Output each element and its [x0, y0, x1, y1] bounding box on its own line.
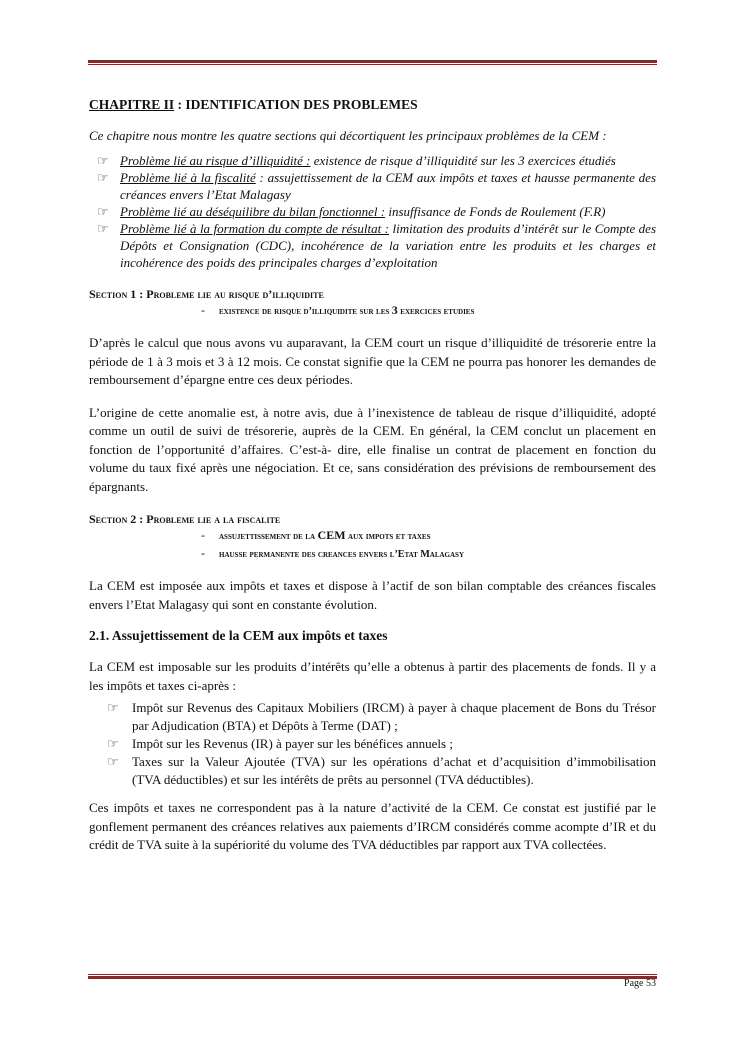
pointing-hand-icon: ☞: [97, 170, 109, 185]
problem-list: [89, 152, 656, 271]
pointing-hand-icon: ☞: [107, 736, 119, 751]
tax-list: [89, 699, 656, 789]
list-item: ☞ Problème lié à la formation du compte de résultat : limitation des produits d’intérêt sur le Compte des Dépôts et Consignation (CDC), incohérence de la variation entre les produits et les charges et incohérence des poids des principales charges d’exploitation: [97, 221, 657, 270]
section-1-subheading: - existence de risque d’illiquidite sur les 3 exercices etudies: [201, 303, 475, 317]
section-2-subheading-1: - assujettissement de la CEM aux impots et taxes: [201, 528, 431, 542]
list-item: ☞ Problème lié au déséquilibre du bilan fonctionnel : insuffisance de Fonds de Roulement (F.R): [97, 204, 606, 219]
pointing-hand-icon: ☞: [97, 221, 109, 236]
section-1-heading: Section 1 : Probleme lie au risque d’illiquidite: [89, 287, 324, 301]
page-number: Page 53: [624, 978, 656, 989]
subsection-heading: 2.1. Assujettissement de la CEM aux impôts et taxes: [89, 628, 388, 643]
paragraph: La CEM est imposable sur les produits d’intérêts qu’elle a obtenus à partir des placements de fonds. Il y a les impôts et taxes ci-après :: [89, 659, 656, 693]
pointing-hand-icon: ☞: [107, 700, 119, 715]
list-item: ☞ Impôt sur Revenus des Capitaux Mobiliers (IRCM) à payer à chaque placement de Bons du Trésor par Adjudication (BTA) et Dépôts à Terme (DAT) ;: [107, 700, 656, 733]
paragraph: D’après le calcul que nous avons vu auparavant, la CEM court un risque d’illiquidité de trésorerie entre la période de 1 à 3 mois et 3 à 12 mois. Ce constat signifie que la CEM ne pourra pas honorer les demandes de remboursement d’épargne entre ces deux périodes.: [89, 335, 656, 387]
page-content: [89, 97, 656, 855]
paragraph: L’origine de cette anomalie est, à notre avis, due à l’inexistence de tableau de risque d’illiquidité, adopté comme un outil de suivi de trésorerie, auprès de la CEM. En général, la CEM conclut un placement en fonction de l’opportunité d’affaires. C’est-à- dire, elle finalise un contrat de placement en fonction du volume du taux fixé après une négociation. Et ce, sans considération des prévisions de remboursement des épargnants.: [89, 404, 656, 494]
header-rule: [88, 60, 657, 65]
paragraph: Ces impôts et taxes ne correspondent pas à la nature d’activité de la CEM. Ce constat est justifié par le gonflement permanent des créances relatives aux paiements d’IRCM considérés comme acompte d’IR et du crédit de TVA suite à la supériorité du volume des TVA déductibles par rapport aux TVA collectées.: [89, 800, 656, 852]
list-item: ☞ Problème lié au risque d’illiquidité : existence de risque d’illiquidité sur les 3 exercices étudiés: [97, 153, 616, 168]
paragraph: La CEM est imposée aux impôts et taxes et dispose à l’actif de son bilan comptable des créances fiscales envers l’Etat Malagasy qui sont en constante évolution.: [89, 578, 656, 612]
chapter-intro: Ce chapitre nous montre les quatre sections qui décortiquent les principaux problèmes de la CEM :: [89, 128, 607, 143]
list-item: ☞ Problème lié à la fiscalité : assujettissement de la CEM aux impôts et taxes et hausse permanente des créances envers l’Etat Malagasy: [97, 170, 656, 202]
chapter-title: CHAPITRE II : IDENTIFICATION DES PROBLEMES: [89, 97, 418, 112]
section-2-heading: Section 2 : Probleme lie a la fiscalite: [89, 512, 281, 526]
pointing-hand-icon: ☞: [97, 204, 109, 219]
footer-rule: [88, 974, 657, 979]
list-item: ☞ Impôt sur les Revenus (IR) à payer sur les bénéfices annuels ;: [107, 736, 453, 751]
pointing-hand-icon: ☞: [107, 754, 119, 769]
section-2-subheading-2: - hausse permanente des creances envers l’Etat Malagasy: [201, 546, 464, 560]
list-item: ☞ Taxes sur la Valeur Ajoutée (TVA) sur les opérations d’achat et d’acquisition d’immobilisation (TVA déductibles) et sur les intérêts de prêts au personnel (TVA déductibles).: [107, 754, 656, 787]
pointing-hand-icon: ☞: [97, 153, 109, 168]
